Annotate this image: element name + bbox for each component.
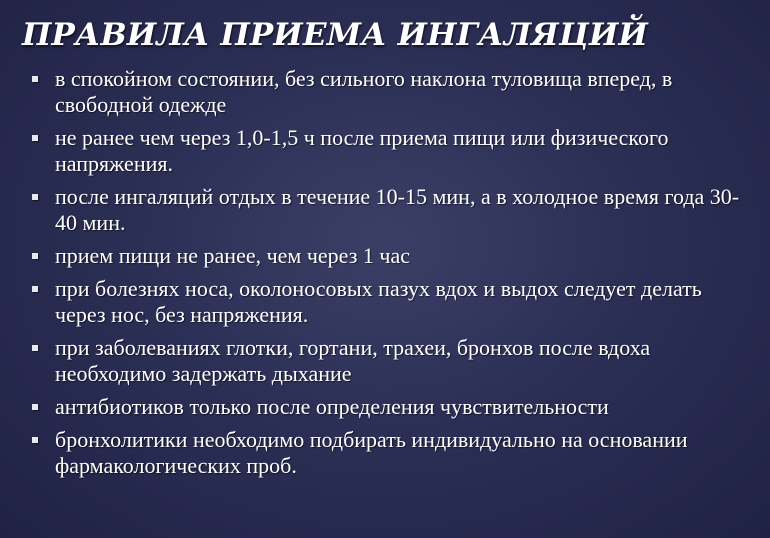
bullet-item	[22, 394, 750, 420]
square-bullet-icon	[32, 253, 38, 259]
slide-title: ПРАВИЛА ПРИЕМА ИНГАЛЯЦИЙ	[22, 17, 648, 53]
bullet-text: не ранее чем через 1,0-1,5 ч после приема пищи или физического напряжения.	[55, 125, 669, 176]
bullet-item	[22, 335, 750, 387]
square-bullet-icon	[32, 194, 38, 200]
square-bullet-icon	[32, 404, 38, 410]
bullet-text: при заболеваниях глотки, гортани, трахеи, бронхов после вдоха необходимо задержать дыхание	[55, 335, 651, 386]
bullet-text: прием пищи не ранее, чем через 1 час	[55, 243, 410, 268]
bullet-item	[22, 243, 750, 269]
bullet-text: при болезнях носа, околоносовых пазух вдох и выдох следует делать через нос, без напряжения.	[55, 276, 702, 327]
bullet-item	[22, 427, 750, 479]
bullet-text: бронхолитики необходимо подбирать индивидуально на основании фармакологических проб.	[55, 427, 688, 478]
bullet-text: в спокойном состоянии, без сильного наклона туловища вперед, в свободной одежде	[55, 66, 673, 117]
square-bullet-icon	[32, 135, 38, 141]
square-bullet-icon	[32, 286, 38, 292]
bullet-list	[22, 66, 750, 479]
bullet-item	[22, 276, 750, 328]
square-bullet-icon	[32, 345, 38, 351]
square-bullet-icon	[32, 437, 38, 443]
bullet-text: после ингаляций отдых в течение 10-15 мин, а в холодное время года 30-40 мин.	[55, 184, 740, 235]
bullet-item	[22, 66, 750, 118]
bullet-text: антибиотиков только после определения чувствительности	[55, 394, 609, 419]
square-bullet-icon	[32, 76, 38, 82]
bullet-item	[22, 125, 750, 177]
bullet-item	[22, 184, 750, 236]
